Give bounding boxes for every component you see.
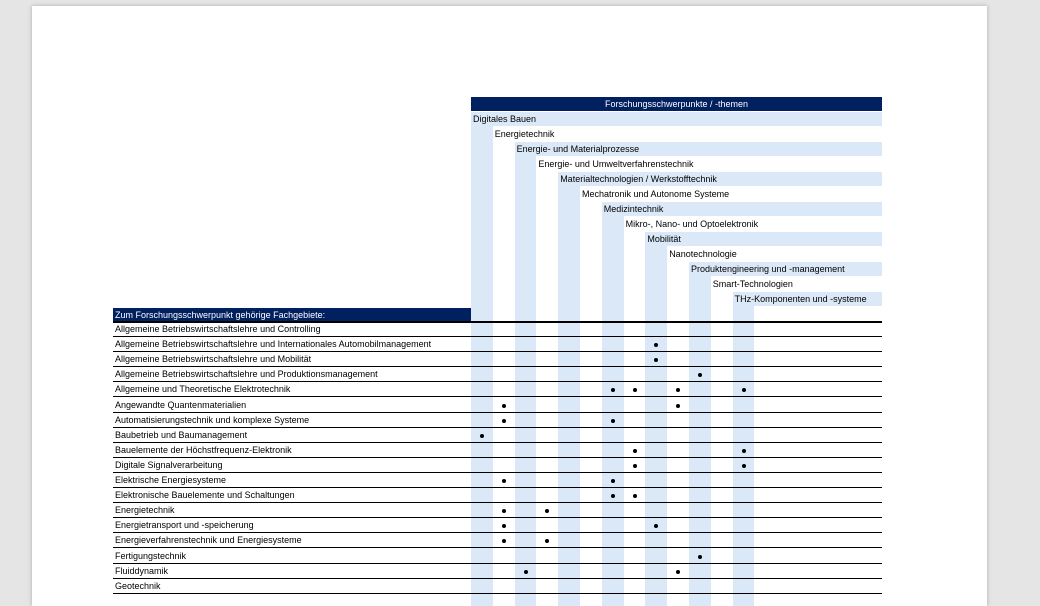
assignment-dot — [611, 479, 615, 483]
table-row — [113, 518, 882, 533]
assignment-dot — [502, 539, 506, 543]
topic-label: Produktengineering und -management — [689, 262, 882, 276]
assignment-dot — [654, 358, 658, 362]
topic-label: Energie- und Materialprozesse — [515, 142, 882, 156]
assignment-dot — [502, 524, 506, 528]
topic-label: Medizintechnik — [602, 202, 882, 216]
subject-label: Energieverfahrenstechnik und Energiesysteme — [115, 535, 302, 546]
table-row — [113, 382, 882, 397]
assignment-dot — [654, 524, 658, 528]
subject-label: Allgemeine Betriebswirtschaftslehre und Mobilität — [115, 354, 312, 365]
table-row — [113, 428, 882, 443]
subject-label: Baubetrieb und Baumanagement — [115, 429, 248, 440]
subject-label: Bauelemente der Höchstfrequenz-Elektronik — [115, 444, 292, 455]
subject-label: Energietransport und -speicherung — [115, 520, 254, 531]
subject-label: Allgemeine Betriebswirtschaftslehre und Produktionsmanagement — [115, 369, 378, 380]
subject-label: Angewandte Quantenmaterialien — [115, 399, 247, 410]
subject-label: Geotechnik — [115, 580, 161, 591]
table-row — [113, 564, 882, 579]
table-row — [113, 579, 882, 594]
table-row — [113, 352, 882, 367]
assignment-dot — [524, 570, 528, 574]
table-row — [113, 533, 882, 548]
topic-label: Mobilität — [645, 232, 882, 246]
subject-areas-header: Zum Forschungsschwerpunkt gehörige Fachgebiete: — [113, 308, 471, 322]
assignment-dot — [676, 570, 680, 574]
assignment-dot — [633, 464, 637, 468]
assignment-dot — [676, 404, 680, 408]
assignment-dot — [502, 479, 506, 483]
assignment-dot — [698, 555, 702, 559]
subject-label: Allgemeine und Theoretische Elektrotechnik — [115, 384, 291, 395]
assignment-dot — [633, 449, 637, 453]
assignment-dot — [742, 464, 746, 468]
topic-label: Mechatronik und Autonome Systeme — [582, 189, 730, 199]
assignment-dot — [502, 404, 506, 408]
topic-label: Materialtechnologien / Werkstofftechnik — [558, 172, 882, 186]
document-page — [32, 6, 987, 606]
table-row — [113, 503, 882, 518]
table-row — [113, 488, 882, 503]
assignment-dot — [611, 388, 615, 392]
assignment-dot — [698, 373, 702, 377]
assignment-dot — [676, 388, 680, 392]
assignment-dot — [480, 434, 484, 438]
assignment-dot — [502, 509, 506, 513]
assignment-dot — [611, 494, 615, 498]
topic-label: Digitales Bauen — [471, 112, 882, 126]
table-row — [113, 549, 882, 564]
topic-label: Nanotechnologie — [669, 249, 737, 259]
assignment-dot — [611, 419, 615, 423]
assignment-dot — [742, 449, 746, 453]
table-row — [113, 443, 882, 458]
assignment-dot — [742, 388, 746, 392]
subject-label: Digitale Signalverarbeitung — [115, 459, 223, 470]
subject-label: Energietechnik — [115, 505, 175, 516]
topic-label: Energietechnik — [494, 129, 555, 139]
research-topics-header: Forschungsschwerpunkte / -themen — [471, 97, 882, 111]
table-row — [113, 398, 882, 413]
topic-label: Mikro-, Nano- und Optoelektronik — [625, 219, 759, 229]
table-row — [113, 322, 882, 337]
assignment-dot — [545, 509, 549, 513]
topic-label: Smart-Technologien — [712, 279, 793, 289]
assignment-dot — [633, 388, 637, 392]
subject-label: Allgemeine Betriebswirtschaftslehre und Controlling — [115, 324, 321, 334]
assignment-dot — [502, 419, 506, 423]
subject-label: Automatisierungstechnik und komplexe Systeme — [115, 414, 310, 425]
subject-label: Allgemeine Betriebswirtschaftslehre und Internationales Automobilmanagement — [115, 339, 432, 350]
assignment-dot — [545, 539, 549, 543]
assignment-dot — [633, 494, 637, 498]
table-row — [113, 458, 882, 473]
subject-label: Fertigungstechnik — [115, 550, 187, 561]
table-row — [113, 473, 882, 488]
subject-label: Elektrische Energiesysteme — [115, 475, 227, 485]
subject-label: Fluiddynamik — [115, 565, 169, 576]
topic-label: Energie- und Umweltverfahrenstechnik — [538, 159, 694, 169]
assignment-dot — [654, 343, 658, 347]
subject-label: Elektronische Bauelemente und Schaltungen — [115, 490, 295, 501]
topic-label: THz-Komponenten und -systeme — [733, 292, 882, 306]
table-row — [113, 413, 882, 428]
table-row — [113, 367, 882, 382]
table-row — [113, 337, 882, 352]
